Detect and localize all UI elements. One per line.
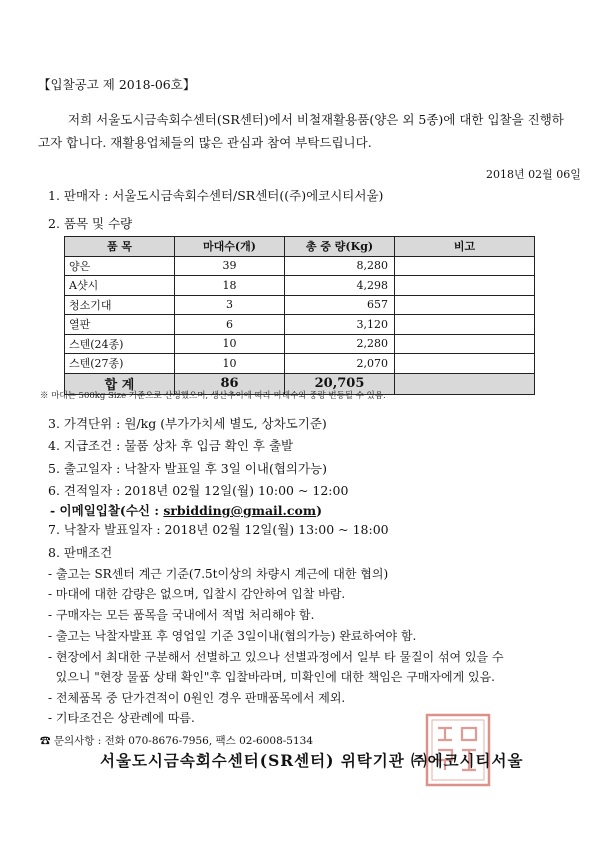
item-count: 10 (175, 354, 285, 374)
conditions-heading: 8. 판매조건 (48, 545, 113, 560)
item-weight: 2,280 (285, 334, 395, 354)
shipping-date: 5. 출고일자 : 낙찰자 발표일 후 3일 이내(협의가능) (48, 461, 328, 476)
item-weight: 2,070 (285, 354, 395, 374)
signature-line: 서울도시금속회수센터(SR센터) 위탁기관 ㈜에코시티서울 (100, 751, 524, 770)
seller-line: 1. 판매자 : 서울도시금속회수센터/SR센터((주)에코시티서울) (48, 188, 384, 203)
item-note (395, 354, 535, 374)
items-heading: 2. 품목 및 수량 (48, 216, 133, 231)
header-count: 마대수(개) (175, 237, 285, 257)
item-name: 스텐(27종) (65, 354, 175, 374)
condition-item: - 기타조건은 상관례에 따름. (48, 711, 195, 725)
condition-item: - 전체품목 중 단가견적이 0원인 경우 판매품목에서 제외. (48, 691, 346, 705)
email-link[interactable]: srbidding@gmail.com (163, 503, 317, 518)
item-count: 6 (175, 315, 285, 335)
item-count: 3 (175, 295, 285, 315)
item-weight: 657 (285, 295, 395, 315)
table-row (65, 256, 535, 276)
condition-item: - 현장에서 최대한 구분해서 선별하고 있으나 선별과정에서 일부 타 물질이 섞여 있을 수 (48, 650, 504, 664)
email-bid-line (50, 501, 322, 519)
item-weight: 3,120 (285, 315, 395, 335)
condition-item: - 구매자는 모든 품목을 국내에서 적법 처리해야 함. (48, 608, 315, 622)
item-weight: 8,280 (285, 256, 395, 276)
table-row (65, 276, 535, 296)
item-count: 18 (175, 276, 285, 296)
total-label: 합 계 (65, 373, 175, 394)
table-row (65, 334, 535, 354)
item-note (395, 315, 535, 335)
intro-line-1: 저희 서울도시금속회수센터(SR센터)에서 비철재활용품(양은 외 5종)에 대한 입찰을 진행하 (68, 112, 564, 127)
table-row (65, 315, 535, 335)
header-note: 비고 (395, 237, 535, 257)
item-count: 39 (175, 256, 285, 276)
condition-item: - 마대에 대한 감량은 없으며, 입찰시 감안하여 입찰 바람. (48, 587, 346, 601)
total-note (395, 373, 535, 394)
total-count: 86 (175, 373, 285, 394)
table-row (65, 295, 535, 315)
table-header-row (65, 237, 535, 257)
condition-item: 있으니 "현장 물품 상태 확인"후 입찰바라며, 미확인에 대한 책임은 구매자에게 있음. (48, 670, 495, 684)
email-close: ) (316, 503, 322, 518)
item-note (395, 295, 535, 315)
item-note (395, 256, 535, 276)
condition-item: - 출고는 낙찰자발표 후 영업일 기준 3일이내(협의가능) 완료하여야 함. (48, 629, 417, 643)
telephone-icon: ☎ (40, 735, 51, 747)
item-name: 청소기대 (65, 295, 175, 315)
header-weight: 총 중 량(Kg) (285, 237, 395, 257)
item-name: A샷시 (65, 276, 175, 296)
table-row (65, 354, 535, 374)
item-weight: 4,298 (285, 276, 395, 296)
quote-date: 6. 견적일자 : 2018년 02월 12일(월) 10:00 ~ 12:00 (48, 483, 349, 498)
item-name: 양은 (65, 256, 175, 276)
contact-line (40, 733, 313, 748)
payment-terms: 4. 지급조건 : 물품 상차 후 입금 확인 후 출발 (48, 438, 294, 453)
notice-date: 2018년 02월 06일 (486, 168, 581, 181)
condition-item: - 출고는 SR센터 계근 기준(7.5t이상의 차량시 계근에 대한 협의) (48, 567, 389, 581)
email-label: - 이메일입찰(수신 : (50, 503, 164, 518)
contact-text: 문의사항 : 전화 070-8676-7956, 팩스 02-6008-5134 (53, 735, 314, 747)
notice-number: 【입찰공고 제 2018-06호】 (38, 77, 196, 92)
items-table (64, 236, 535, 395)
header-item: 품 목 (65, 237, 175, 257)
item-name: 열판 (65, 315, 175, 335)
price-unit: 3. 가격단위 : 원/kg (부가가치세 별도, 상차도기준) (48, 416, 327, 431)
total-weight: 20,705 (285, 373, 395, 394)
item-name: 스텐(24종) (65, 334, 175, 354)
item-note (395, 334, 535, 354)
item-count: 10 (175, 334, 285, 354)
table-footnote: ※ 마대는 500kg Size 기준으로 산정했으며, 생산추이에 따라 마대수와 중량 변동될 수 있음. (40, 391, 386, 401)
announce-date: 7. 낙찰자 발표일자 : 2018년 02월 12일(월) 13:00 ~ 18:00 (48, 522, 389, 537)
item-note (395, 276, 535, 296)
intro-line-2: 고자 합니다. 재활용업체들의 많은 관심과 참여 부탁드립니다. (38, 135, 372, 150)
